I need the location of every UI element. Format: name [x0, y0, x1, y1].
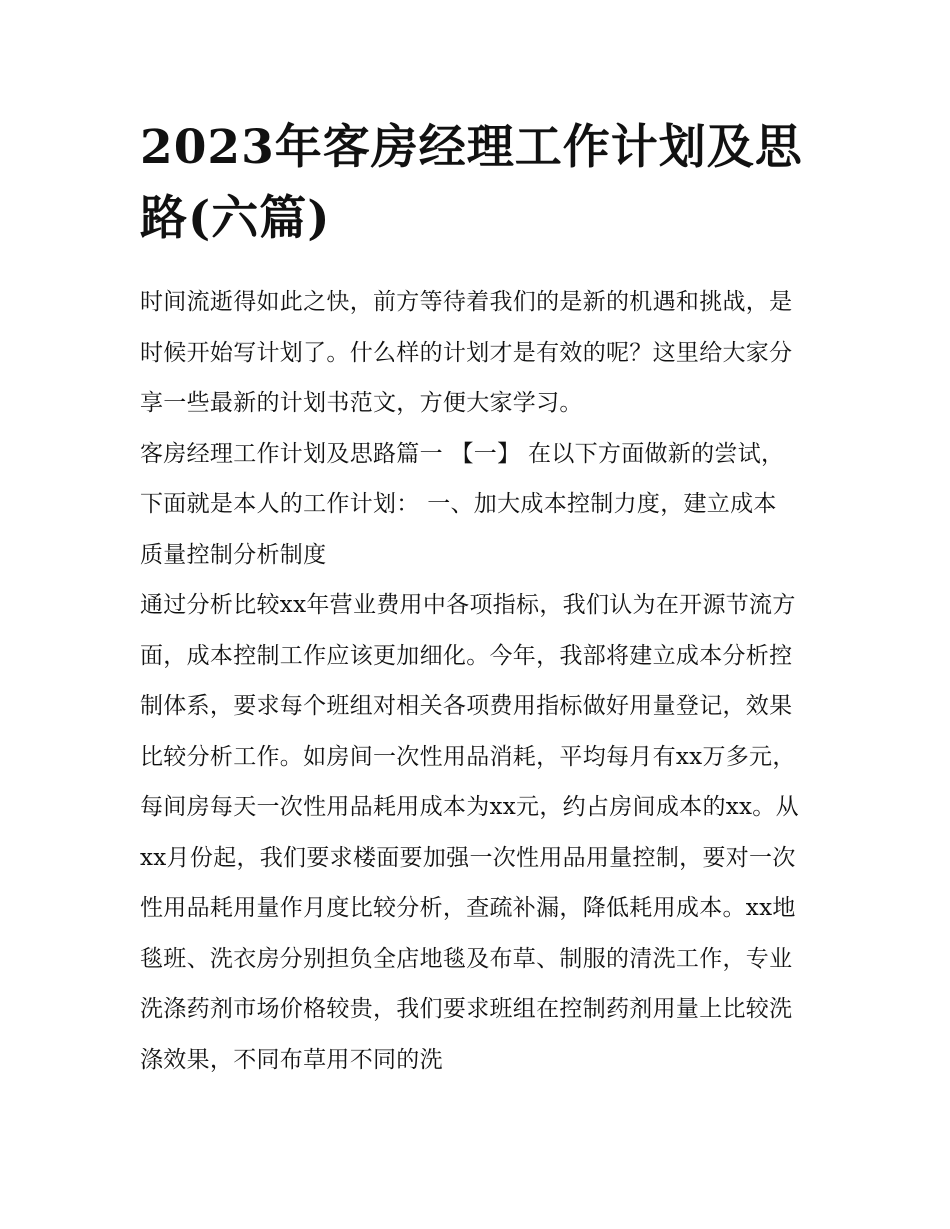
document-title: 2023年客房经理工作计划及思路(六篇)	[140, 120, 803, 246]
intro-paragraph: 时间流逝得如此之快，前方等待着我们的是新的机遇和挑战，是时候开始写计划了。什么样的计划才是有效的呢？这里给大家分享一些最新的计划书范文，方便大家学习。	[140, 289, 793, 416]
cost-control-paragraph: 通过分析比较xx年营业费用中各项指标，我们认为在开源节流方面，成本控制工作应该更加细化。今年，我部将建立成本分析控制体系，要求每个班组对相关各项费用指标做好用量登记，效果比较分析工作。如房间一次性用品消耗，平均每月有xx万多元，每间房每天一次性用品耗用成本为xx元，约占房间成本的xx。从xx月份起，我们要求楼面要加强一次性用品用量控制，要对一次性用品耗用量作月度比较分析，查疏补漏，降低耗用成本。xx地毯班、洗衣房分别担负全店地毯及布草、制服的清洗工作，专业洗涤药剂市场价格较贵，我们要求班组在控制药剂用量上比较洗涤效果，不同布草用不同的洗	[140, 592, 799, 1073]
document-body	[140, 277, 820, 1085]
section-heading-paragraph: 客房经理工作计划及思路篇一 【一】 在以下方面做新的尝试，下面就是本人的工作计划： 一、加大成本控制力度，建立成本质量控制分析制度	[140, 440, 785, 568]
